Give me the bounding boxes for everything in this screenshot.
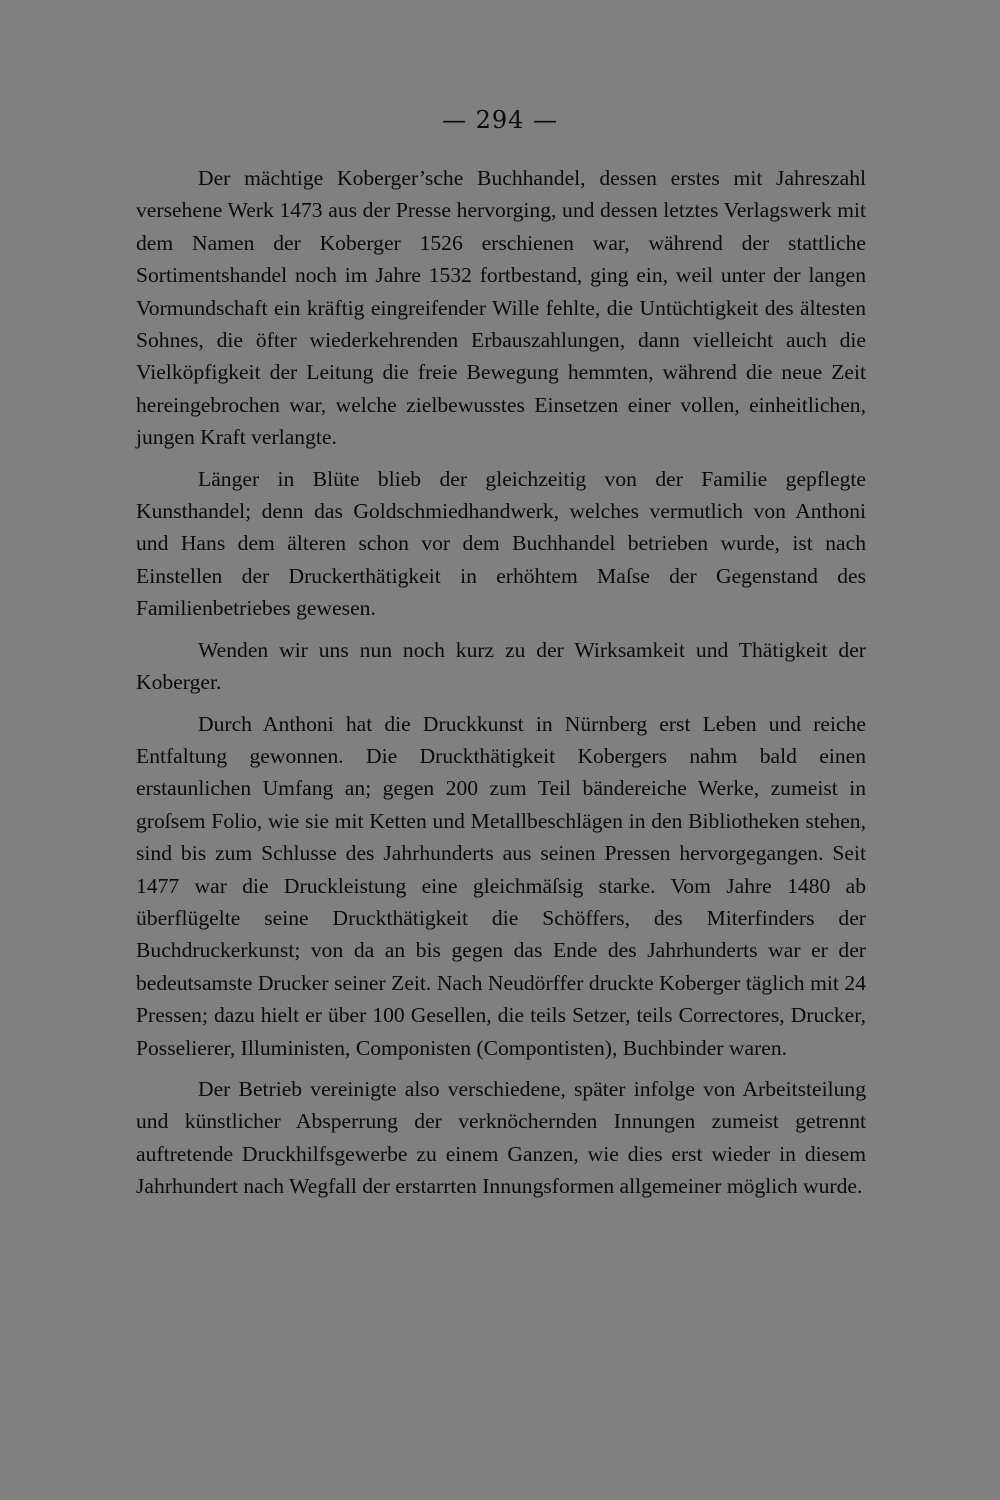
paragraph-4: Durch Anthoni hat die Druckkunst in Nürnberg erst Leben und reiche Entfaltung gewonnen. Die Druckthätigkeit Kobergers nahm bald einen erstaunlichen Umfang an; gegen 200 zum Teil bändereiche Werke, zumeist in groſsem Folio, wie sie mit Ketten und Metallbeschlägen in den Bibliotheken stehen, sind bis zum Schlusse des Jahrhunderts aus seinen Pressen hervorgegangen. Seit 1477 war die Druckleistung eine gleichmäſsig starke. Vom Jahre 1480 ab überflügelte seine Druckthätigkeit die Schöffers, des Miterfinders der Buchdruckerkunst; von da an bis gegen das Ende des Jahrhunderts war er der bedeutsamste Drucker seiner Zeit. Nach Neudörffer druckte Koberger täglich mit 24 Pressen; dazu hielt er über 100 Gesellen, die teils Setzer, teils Correctores, Drucker, Posselierer, Illuministen, Componisten (Compontisten), Buchbinder waren. <box>136 711 866 1060</box>
paragraph-5: Der Betrieb vereinigte also verschiedene, später infolge von Arbeitsteilung und künstlicher Absperrung der verknöchernden Innungen zumeist getrennt auftretende Druckhilfsgewerbe zu einem Ganzen, wie dies erst wieder in diesem Jahrhundert nach Wegfall der erstarrten Innungsformen allgemeiner möglich wurde. <box>136 1076 866 1199</box>
page-number: — 294 — <box>441 106 559 134</box>
text-body <box>136 162 866 1203</box>
paragraph-2: Länger in Blüte blieb der gleichzeitig von der Familie gepflegte Kunsthandel; denn das Goldschmiedhandwerk, welches vermutlich von Anthoni und Hans dem älteren schon vor dem Buchhandel betrieben wurde, ist nach Einstellen der Druckerthätigkeit in erhöhtem Maſse der Gegenstand des Familienbetriebes gewesen. <box>136 466 866 621</box>
paragraph-1: Der mächtige Koberger’sche Buchhandel, dessen erstes mit Jahreszahl versehene Werk 1473 aus der Presse hervorging, und dessen letztes Verlagswerk mit dem Namen der Koberger 1526 erschienen war, während der stattliche Sortimentshandel noch im Jahre 1532 fortbestand, ging ein, weil unter der langen Vormundschaft ein kräftig eingreifender Wille fehlte, die Untüchtigkeit des ältesten Sohnes, die öfter wiederkehrenden Erbauszahlungen, dann vielleicht auch die Vielköpfigkeit der Leitung die freie Bewegung hemmten, während die neue Zeit hereingebrochen war, welche zielbewusstes Einsetzen einer vollen, einheitlichen, jungen Kraft verlangte. <box>136 166 866 450</box>
paragraph-3: Wenden wir uns nun noch kurz zu der Wirksamkeit und Thätigkeit der Koberger. <box>136 637 866 695</box>
